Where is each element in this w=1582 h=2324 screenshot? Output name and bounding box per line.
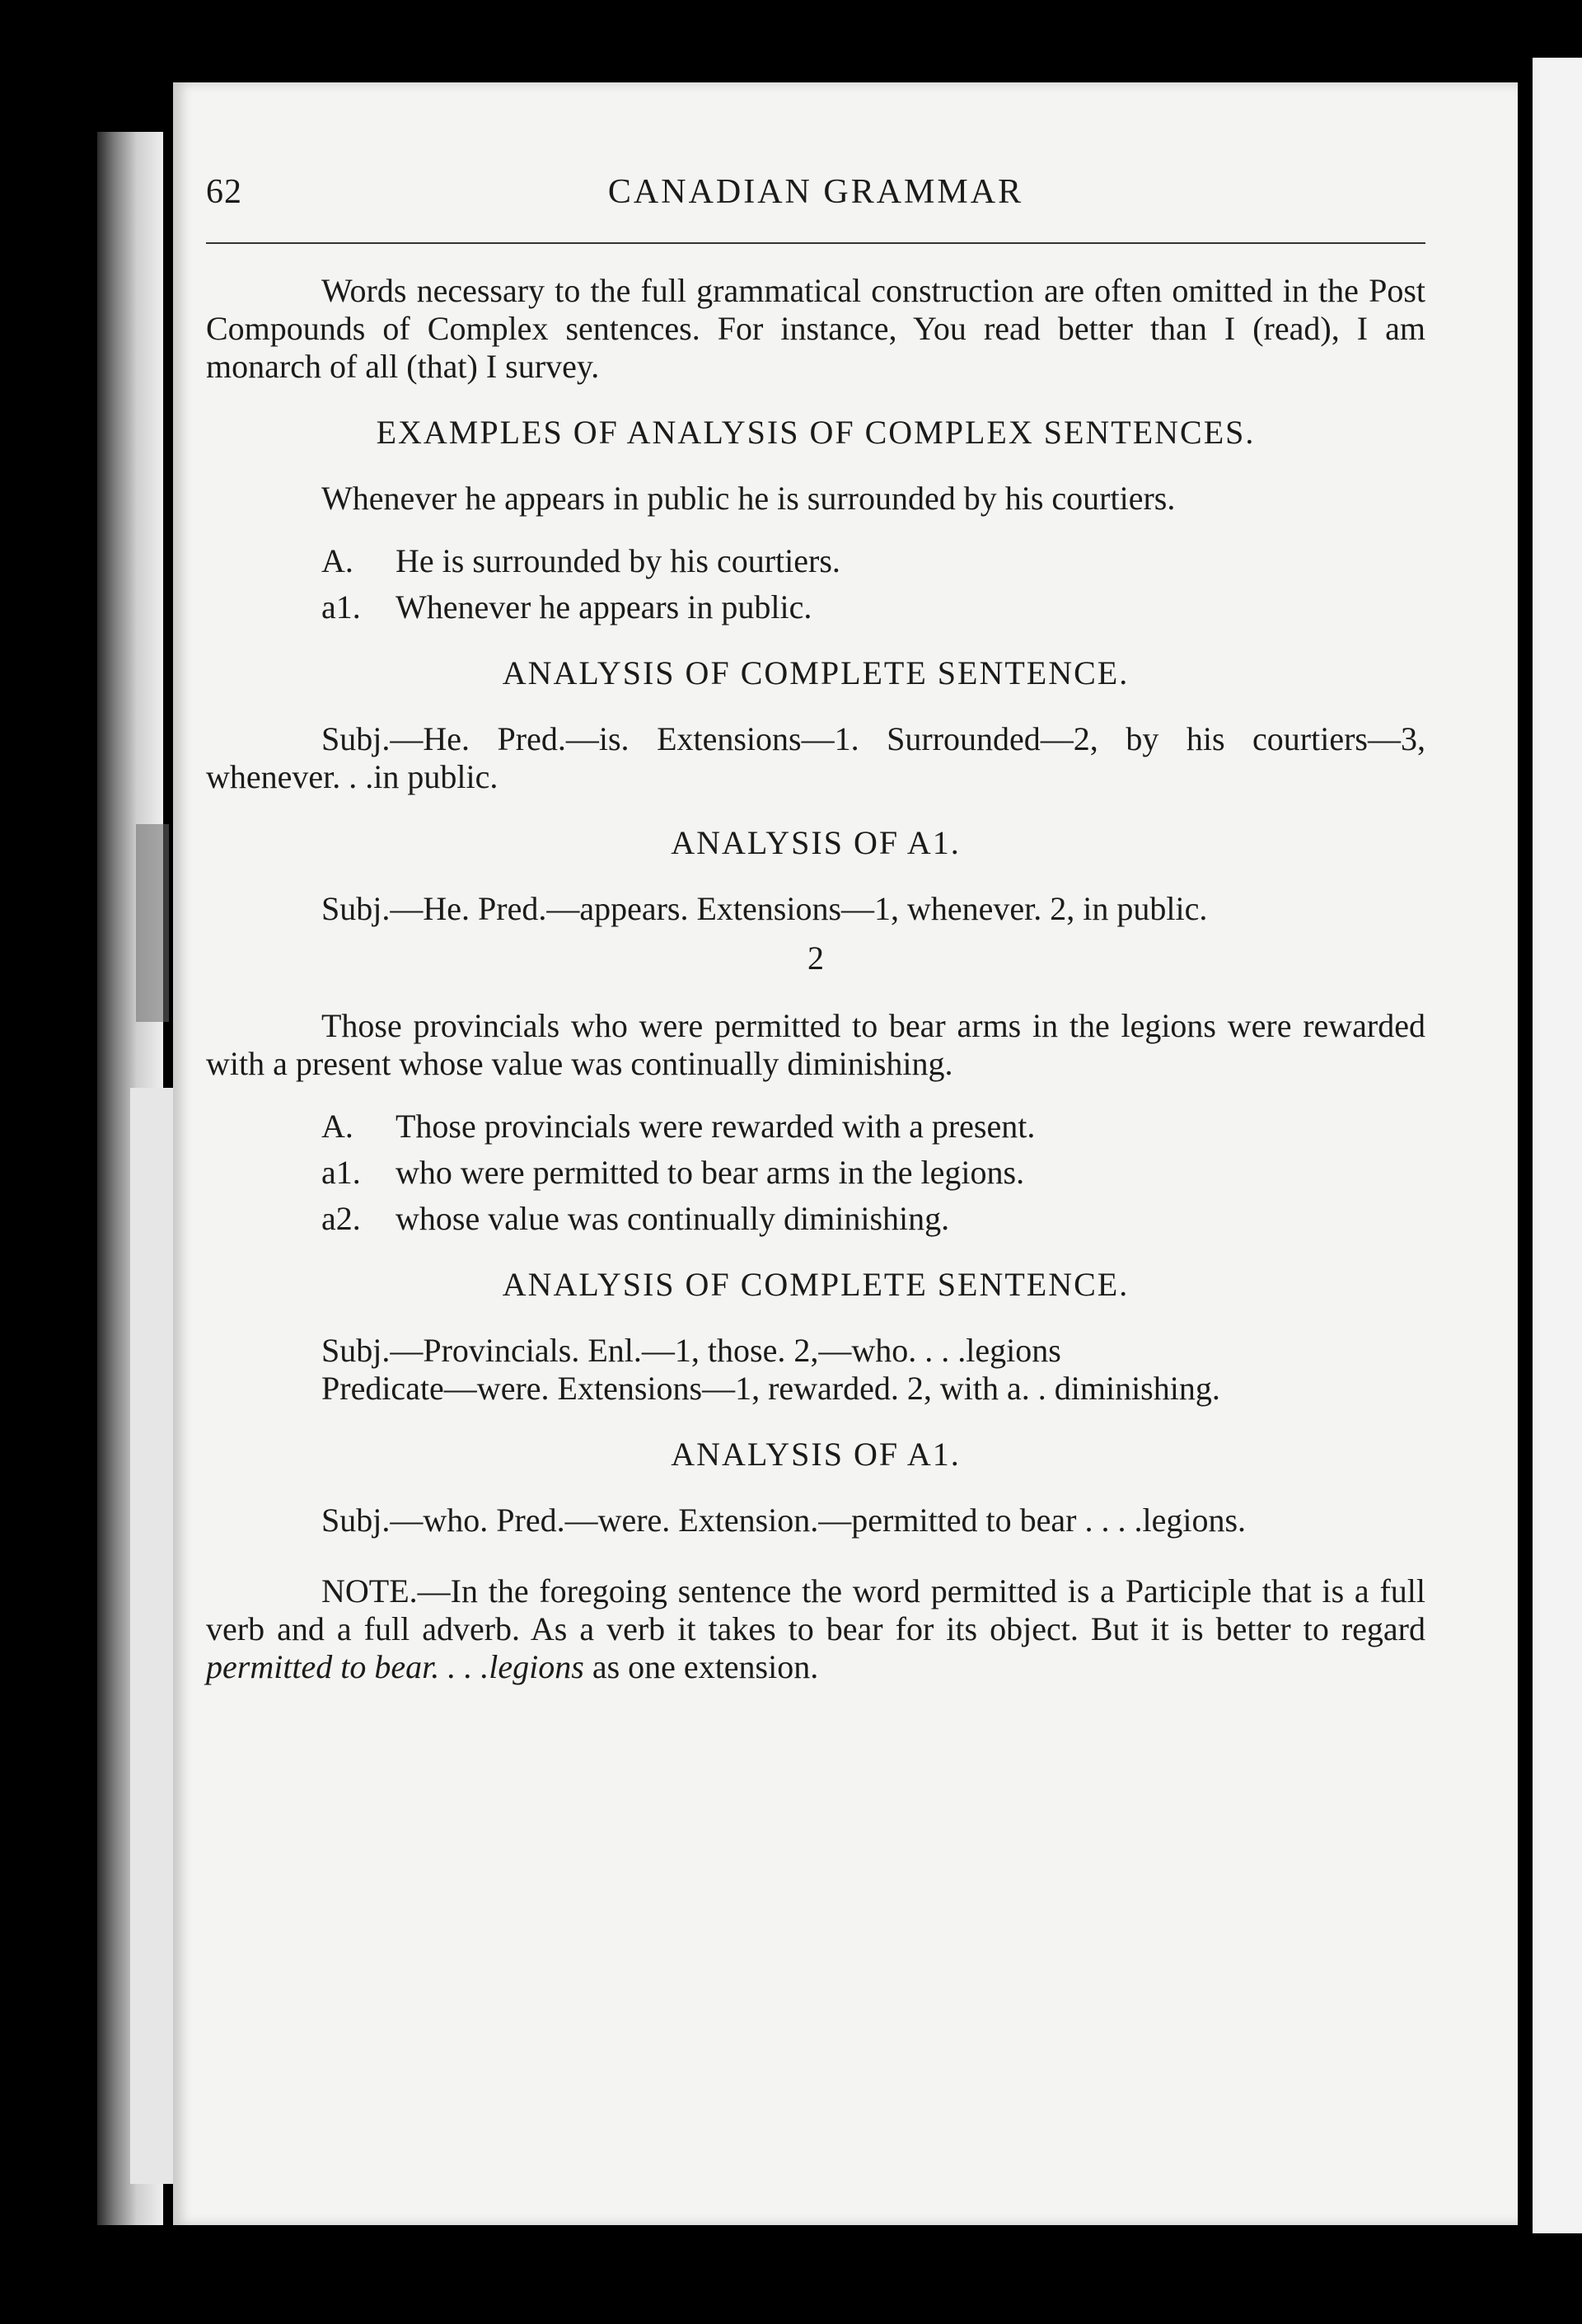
spine-shadow — [136, 824, 169, 1022]
clause-line — [321, 588, 1425, 626]
subheading-complete-sentence: ANALYSIS OF COMPLETE SENTENCE. — [502, 1266, 1130, 1303]
page-content — [206, 173, 1425, 1711]
example-sentence-1: Whenever he appears in public he is surrounded by his courtiers. — [321, 480, 1176, 517]
example-number: 2 — [807, 939, 824, 977]
analysis-complete-2-line1: Subj.—Provincials. Enl.—1, those. 2,—who. . . .legions — [321, 1332, 1061, 1369]
section-heading: EXAMPLES OF ANALYSIS OF COMPLEX SENTENCES. — [376, 414, 1256, 451]
clause-text: Whenever he appears in public. — [396, 588, 812, 626]
subheading-analysis-a1: ANALYSIS OF A1. — [671, 1436, 961, 1473]
note-italic-phrase: permitted to bear. . . .legions — [206, 1648, 584, 1685]
header-rule — [206, 242, 1425, 244]
clause-tag: A. — [321, 542, 353, 579]
clause-line — [321, 1200, 1425, 1238]
page-header — [206, 173, 1425, 231]
note-tail: as one extension. — [592, 1648, 819, 1685]
note-paragraph — [206, 1572, 1425, 1686]
subheading-complete-sentence: ANALYSIS OF COMPLETE SENTENCE. — [502, 654, 1130, 691]
analysis-a1-1: Subj.—He. Pred.—appears. Extensions—1, whenever. 2, in public. — [321, 890, 1208, 927]
clause-text: Those provincials were rewarded with a present. — [396, 1108, 1036, 1145]
page-number: 62 — [206, 173, 242, 211]
clause-line — [321, 1154, 1425, 1192]
clause-line — [321, 542, 1425, 580]
running-title: CANADIAN GRAMMAR — [607, 173, 1024, 211]
subheading-analysis-a1: ANALYSIS OF A1. — [671, 824, 961, 861]
clause-text: who were permitted to bear arms in the legions. — [396, 1154, 1025, 1191]
analysis-complete-1: Subj.—He. Pred.—is. Extensions—1. Surrounded—2, by his courtiers—3, whenever. . .in public. — [206, 720, 1425, 795]
clause-tag: a1. — [321, 1154, 361, 1191]
clause-tag: A. — [321, 1108, 353, 1145]
intro-paragraph: Words necessary to the full grammatical construction are often omitted in the Post Compounds of Complex sentences. For instance, You read better than I (read), I am monarch of all (that) I survey. — [206, 272, 1425, 385]
clause-line — [321, 1108, 1425, 1146]
clause-text: whose value was continually diminishing. — [396, 1200, 950, 1237]
analysis-complete-2-line2: Predicate—were. Extensions—1, rewarded. 2, with a. . diminishing. — [321, 1370, 1220, 1407]
clause-tag: a2. — [321, 1200, 361, 1237]
clause-tag: a1. — [321, 588, 361, 626]
example-sentence-2: Those provincials who were permitted to bear arms in the legions were rewarded with a present whose value was continually diminishing. — [206, 1007, 1425, 1082]
facing-page-edge — [1533, 58, 1582, 2233]
clause-text: He is surrounded by his courtiers. — [396, 542, 840, 579]
analysis-a1-2: Subj.—who. Pred.—were. Extension.—permitted to bear . . . .legions. — [321, 1502, 1247, 1539]
note-text: NOTE.—In the foregoing sentence the word permitted is a Participle that is a full verb and a full adverb. As a verb it takes to bear for its object. But it is better to regard — [206, 1572, 1425, 1647]
